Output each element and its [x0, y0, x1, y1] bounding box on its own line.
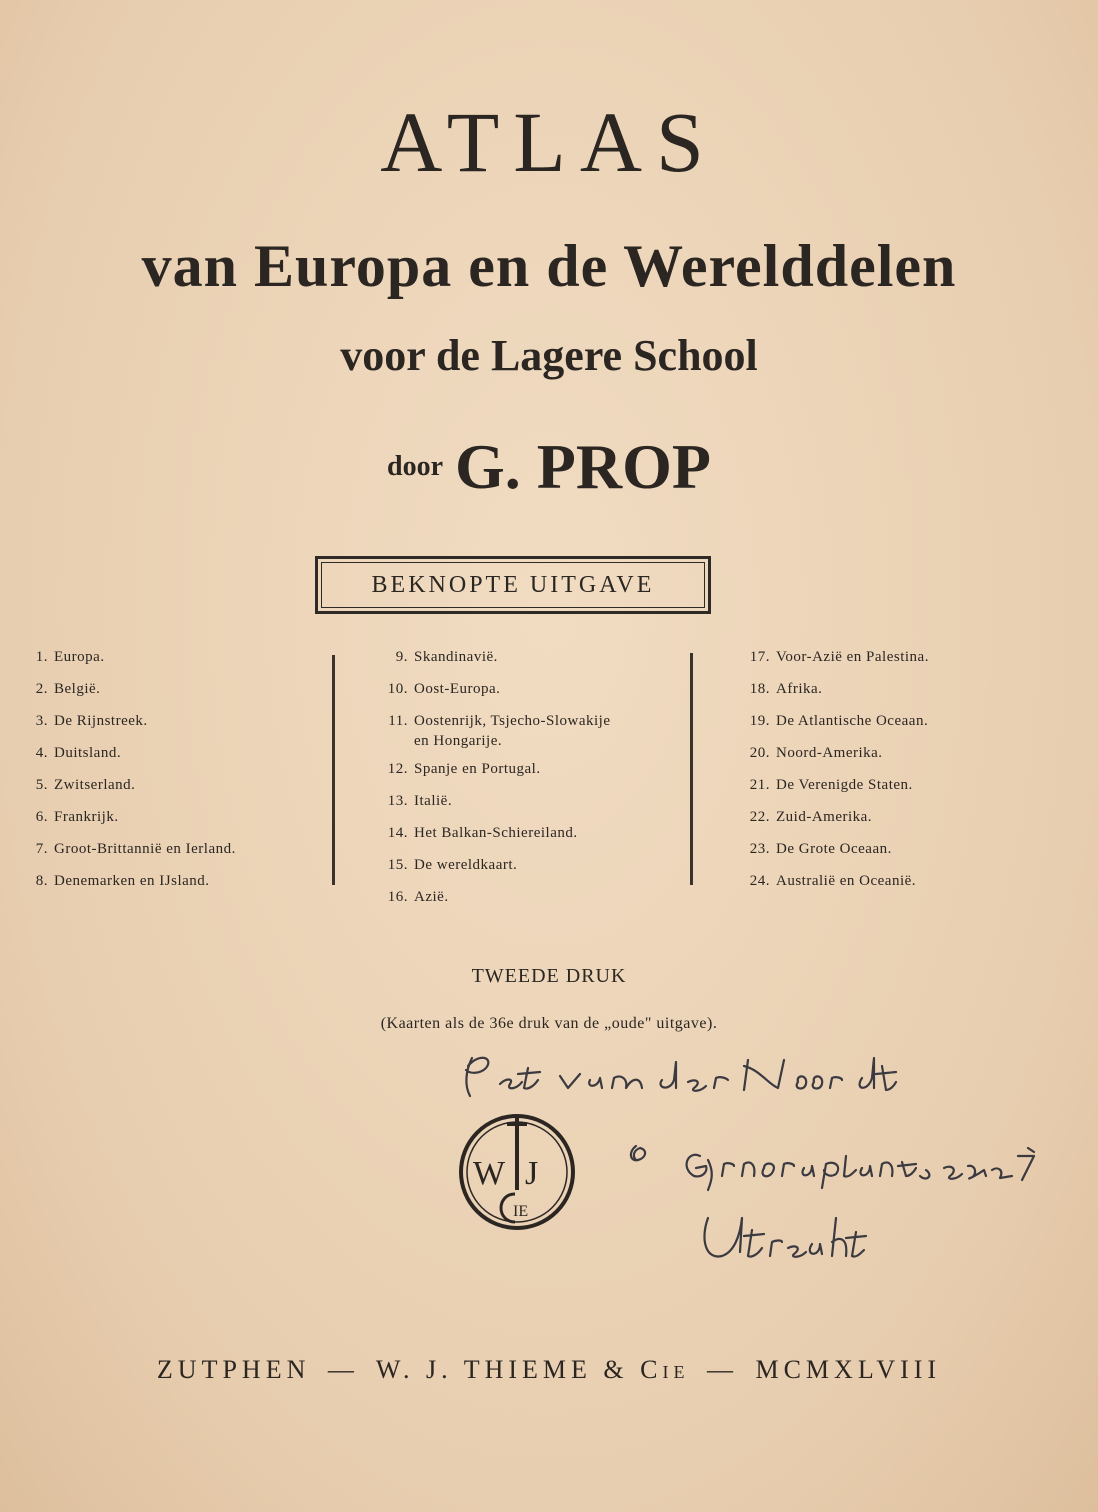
item-label: De Verenigde Staten. [776, 777, 913, 793]
item-label: Afrika. [776, 681, 823, 697]
item-label: De Grote Oceaan. [776, 841, 892, 857]
item-number: 10. [387, 681, 408, 697]
atlas-title: ATLAS [380, 94, 718, 190]
item-label: Zuid-Amerika. [776, 809, 873, 825]
item-number: 22. [749, 809, 770, 825]
item-number: 4. [35, 745, 48, 761]
publisher-logo [455, 1110, 579, 1234]
item-number: 24. [749, 873, 770, 889]
item-number: 23. [749, 841, 770, 857]
item-label-continued: en Hongarije. [414, 733, 503, 749]
item-label: De Atlantische Oceaan. [776, 713, 929, 729]
item-number: 3. [35, 713, 48, 729]
item-number: 13. [387, 793, 408, 809]
item-label: Spanje en Portugal. [414, 761, 541, 777]
item-number: 9. [395, 649, 408, 665]
publisher-name: W. J. THIEME & C [375, 1355, 663, 1384]
publisher-name-suffix: IE [662, 1362, 690, 1382]
publication-year: MCMXLVIII [755, 1355, 942, 1384]
item-label: Frankrijk. [54, 809, 119, 825]
item-number: 16. [387, 889, 408, 905]
item-label: Oost-Europa. [414, 681, 501, 697]
item-number: 14. [387, 825, 408, 841]
item-label: Europa. [54, 649, 105, 665]
item-label: Denemarken en IJsland. [54, 873, 210, 889]
item-number: 1. [35, 649, 48, 665]
item-label: Azië. [414, 889, 449, 905]
item-number: 18. [749, 681, 770, 697]
footer-dash: — [706, 1355, 738, 1384]
item-label: Oostenrijk, Tsjecho-Slowakije [414, 713, 611, 729]
item-number: 19. [749, 713, 770, 729]
item-number: 12. [387, 761, 408, 777]
item-number: 20. [749, 745, 770, 761]
item-number: 6. [35, 809, 48, 825]
edition-label: TWEEDE DRUK [471, 965, 627, 987]
item-label: De wereldkaart. [414, 857, 518, 873]
item-label: Italië. [414, 793, 453, 809]
item-label: Groot-Brittannië en Ierland. [54, 841, 236, 857]
item-label: Duitsland. [54, 745, 122, 761]
by-label: door [387, 451, 444, 482]
item-number: 21. [749, 777, 770, 793]
svg-text:W: W [473, 1155, 506, 1192]
item-label: Skandinavië. [414, 649, 498, 665]
item-number: 5. [35, 777, 48, 793]
item-number: 17. [749, 649, 770, 665]
publisher-city: ZUTPHEN [156, 1355, 311, 1384]
item-label: Australië en Oceanië. [776, 873, 917, 889]
author-name: G. PROP [455, 431, 711, 502]
item-label: De Rijnstreek. [54, 713, 148, 729]
school-subtitle: voor de Lagere School [340, 331, 758, 380]
item-number: 7. [35, 841, 48, 857]
subtitle: van Europa en de Werelddelen [141, 233, 957, 299]
item-label: Voor-Azië en Palestina. [776, 649, 929, 665]
item-number: 11. [388, 713, 408, 729]
item-label: Het Balkan-Schiereiland. [414, 825, 578, 841]
item-label: België. [54, 681, 101, 697]
edition-box-label: BEKNOPTE UITGAVE [371, 572, 655, 598]
item-label: Noord-Amerika. [776, 745, 883, 761]
item-number: 8. [35, 873, 48, 889]
item-label: Zwitserland. [54, 777, 136, 793]
svg-text:IE: IE [513, 1203, 529, 1220]
svg-text:J: J [525, 1155, 539, 1192]
item-number: 15. [387, 857, 408, 873]
edition-note: (Kaarten als de 36e druk van de „oude" uitgave). [380, 1015, 718, 1032]
publisher-footer [0, 1355, 1098, 1385]
footer-dash: — [327, 1355, 359, 1384]
item-number: 2. [35, 681, 48, 697]
